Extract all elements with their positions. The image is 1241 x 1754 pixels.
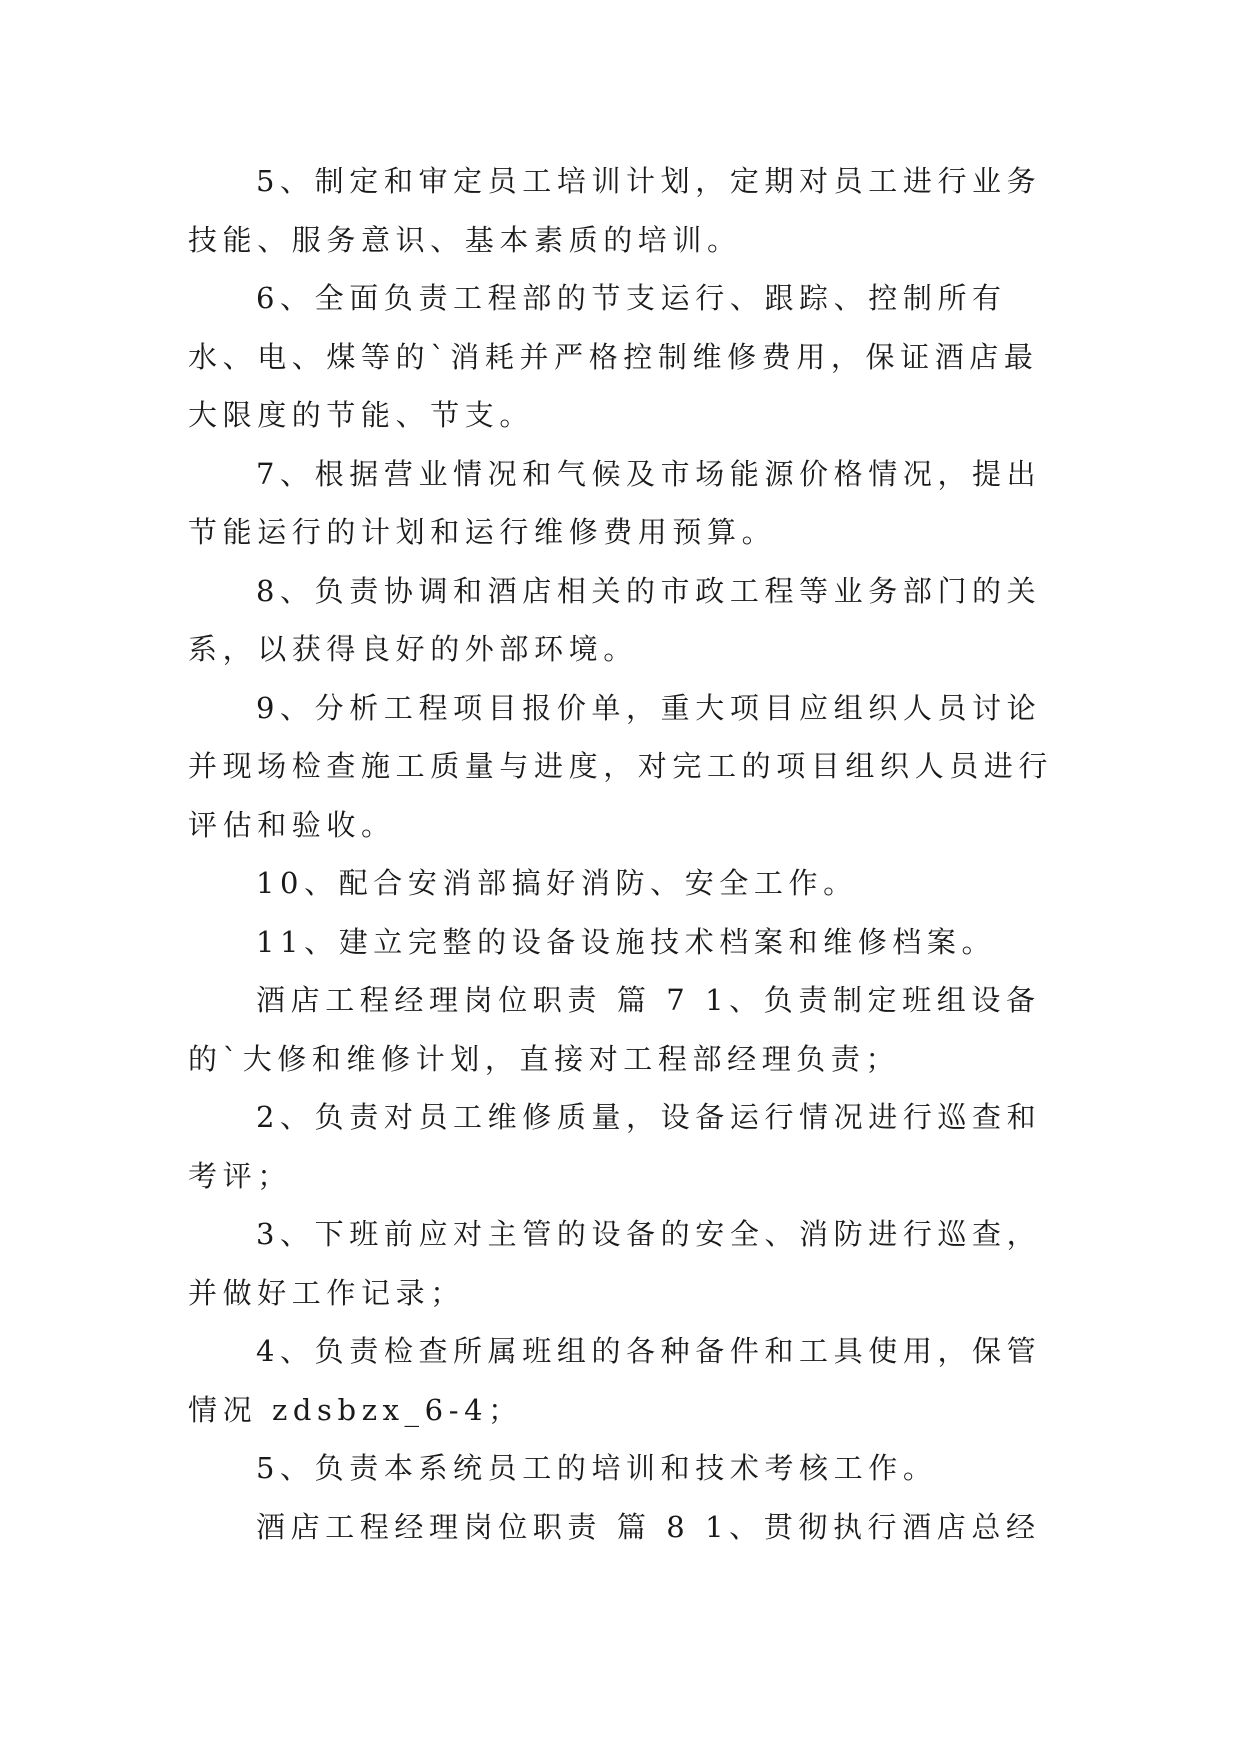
section-7-paragraph: 酒店工程经理岗位职责 篇 7 1、负责制定班组设备的`大修和维修计划，直接对工程部经理负责； xyxy=(188,983,1041,1076)
paragraph-item-10-fire-safety: 10、配合安消部搞好消防、安全工作。 xyxy=(256,866,858,900)
paragraph-item-11-archives: 11、建立完整的设备设施技术档案和维修档案。 xyxy=(256,924,997,959)
paragraph-item-6-energy-control: 6、全面负责工程部的节支运行、跟踪、控制所有水、电、煤等的`消耗并严格控制维修费用，保证酒店最大限度的节能、节支。 xyxy=(188,281,1039,432)
section-7-item-3: 3、下班前应对主管的设备的安全、消防进行巡查，并做好工作记录； xyxy=(188,1217,1042,1310)
section-7-item-2: 2、负责对员工维修质量，设备运行情况进行巡查和考评； xyxy=(188,1100,1042,1193)
document-body xyxy=(188,152,1068,1556)
paragraph-item-8-coordination: 8、负责协调和酒店相关的市政工程等业务部门的关系，以获得良好的外部环境。 xyxy=(188,573,1042,666)
section-8-paragraph: 酒店工程经理岗位职责 篇 8 1、贯彻执行酒店总经 xyxy=(256,1509,1041,1544)
section-7-item-4: 4、负责检查所属班组的各种备件和工具使用，保管情况 zdsbzx_6-4； xyxy=(188,1334,1042,1427)
section-7-item-5: 5、负责本系统员工的培训和技术考核工作。 xyxy=(256,1451,938,1485)
paragraph-item-9-project-review: 9、分析工程项目报价单，重大项目应组织人员讨论并现场检查施工质量与进度，对完工的项目组织人员进行评估和验收。 xyxy=(188,690,1054,842)
paragraph-item-7-budget: 7、根据营业情况和气候及市场能源价格情况，提出节能运行的计划和运行维修费用预算。 xyxy=(188,456,1042,549)
paragraph-item-5-training: 5、制定和审定员工培训计划，定期对员工进行业务技能、服务意识、基本素质的培训。 xyxy=(188,164,1042,257)
